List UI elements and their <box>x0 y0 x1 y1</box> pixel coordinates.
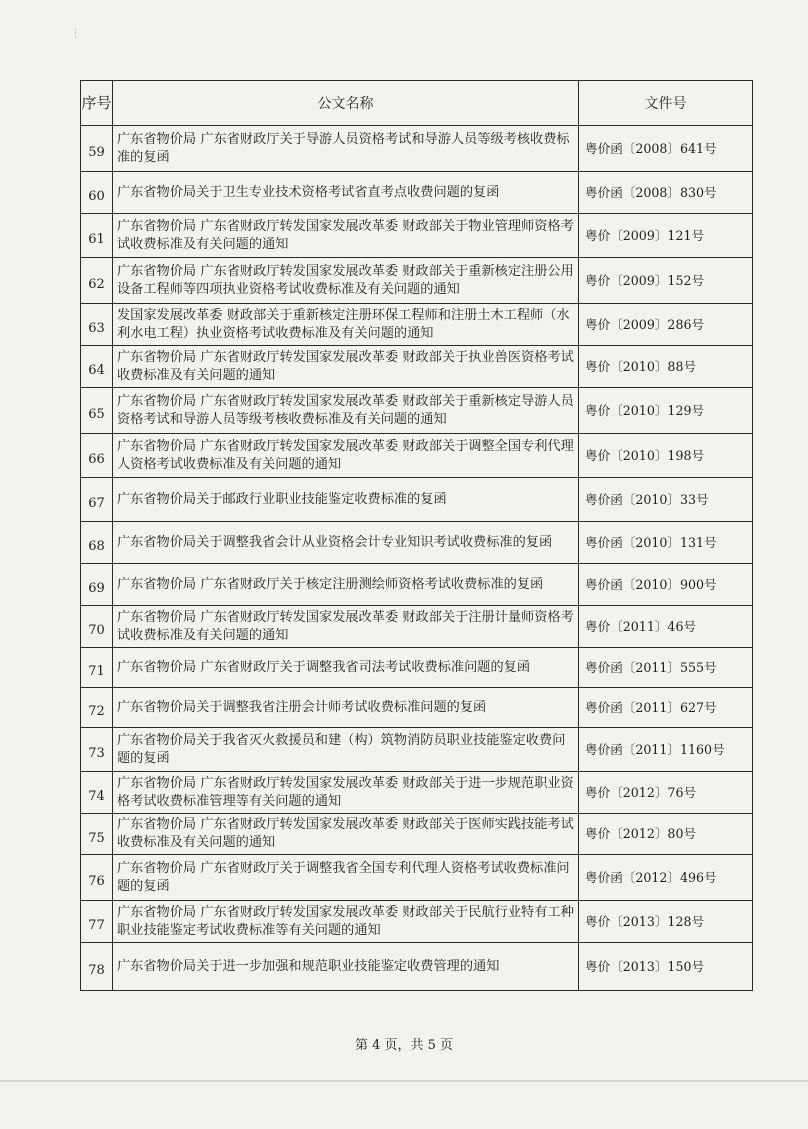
row-serial-number: 74 <box>81 772 113 814</box>
row-document-number: 粤价〔2012〕76号 <box>579 772 753 814</box>
row-serial-number: 73 <box>81 728 113 772</box>
table-row <box>81 434 753 478</box>
row-serial-number: 64 <box>81 346 113 388</box>
row-document-title: 广东省物价局 广东省财政厅转发国家发展改革委 财政部关于医师实践技能考试收费标准及有关问题的通知 <box>113 814 579 855</box>
row-document-title: 广东省物价局 广东省财政厅关于调整我省司法考试收费标准问题的复函 <box>113 648 579 688</box>
row-serial-number: 72 <box>81 688 113 728</box>
table-row <box>81 304 753 346</box>
table-row <box>81 772 753 814</box>
header-document-title: 公文名称 <box>113 81 579 126</box>
row-document-number: 粤价函〔2012〕496号 <box>579 855 753 901</box>
table-row <box>81 258 753 304</box>
row-document-title: 广东省物价局关于我省灭火救援员和建（构）筑物消防员职业技能鉴定收费问题的复函 <box>113 728 579 772</box>
row-serial-number: 67 <box>81 478 113 522</box>
row-document-title: 广东省物价局 广东省财政厅转发国家发展改革委 财政部关于进一步规范职业资格考试收费标准管理等有关问题的通知 <box>113 772 579 814</box>
table-row <box>81 346 753 388</box>
row-document-title: 广东省物价局 广东省财政厅关于调整我省全国专利代理人资格考试收费标准问题的复函 <box>113 855 579 901</box>
scan-edge-mark <box>75 28 76 38</box>
row-serial-number: 66 <box>81 434 113 478</box>
table-row <box>81 564 753 606</box>
table-row <box>81 855 753 901</box>
row-serial-number: 75 <box>81 814 113 855</box>
row-document-title: 广东省物价局关于调整我省会计从业资格会计专业知识考试收费标准的复函 <box>113 522 579 564</box>
row-document-title: 广东省物价局 广东省财政厅关于核定注册测绘师资格考试收费标准的复函 <box>113 564 579 606</box>
table-row <box>81 522 753 564</box>
row-document-number: 粤价〔2010〕198号 <box>579 434 753 478</box>
row-document-number: 粤价函〔2010〕131号 <box>579 522 753 564</box>
row-serial-number: 59 <box>81 126 113 172</box>
row-document-number: 粤价〔2009〕152号 <box>579 258 753 304</box>
row-document-title: 广东省物价局关于调整我省注册会计师考试收费标准问题的复函 <box>113 688 579 728</box>
row-serial-number: 63 <box>81 304 113 346</box>
row-document-title: 广东省物价局 广东省财政厅转发国家发展改革委 财政部关于注册计量师资格考试收费标准及有关问题的通知 <box>113 606 579 648</box>
table-row <box>81 728 753 772</box>
row-document-title: 广东省物价局 广东省财政厅转发国家发展改革委 财政部关于民航行业特有工种职业技能鉴定考试收费标准等有关问题的通知 <box>113 901 579 943</box>
row-serial-number: 68 <box>81 522 113 564</box>
row-serial-number: 61 <box>81 214 113 258</box>
row-document-title: 广东省物价局 广东省财政厅转发国家发展改革委 财政部关于重新核定注册公用设备工程师等四项执业资格考试收费标准及有关问题的通知 <box>113 258 579 304</box>
row-serial-number: 71 <box>81 648 113 688</box>
row-document-title: 广东省物价局 广东省财政厅转发国家发展改革委 财政部关于执业兽医资格考试收费标准及有关问题的通知 <box>113 346 579 388</box>
table-row <box>81 901 753 943</box>
row-serial-number: 65 <box>81 388 113 434</box>
scan-edge-mark <box>0 1080 808 1082</box>
table-row <box>81 478 753 522</box>
row-document-number: 粤价〔2013〕150号 <box>579 943 753 991</box>
row-serial-number: 70 <box>81 606 113 648</box>
row-document-number: 粤价函〔2010〕33号 <box>579 478 753 522</box>
row-document-title: 广东省物价局关于进一步加强和规范职业技能鉴定收费管理的通知 <box>113 943 579 991</box>
table-header-row <box>81 81 753 126</box>
row-document-number: 粤价〔2012〕80号 <box>579 814 753 855</box>
row-serial-number: 69 <box>81 564 113 606</box>
table-row <box>81 943 753 991</box>
row-document-number: 粤价〔2013〕128号 <box>579 901 753 943</box>
page-footer: 第 4 页，共 5 页 <box>354 1038 454 1053</box>
table-row <box>81 214 753 258</box>
table-row <box>81 688 753 728</box>
row-serial-number: 77 <box>81 901 113 943</box>
row-document-number: 粤价函〔2011〕1160号 <box>579 728 753 772</box>
row-document-title: 广东省物价局 广东省财政厅关于导游人员资格考试和导游人员等级考核收费标准的复函 <box>113 126 579 172</box>
table-row <box>81 814 753 855</box>
table-row <box>81 606 753 648</box>
row-document-number: 粤价〔2009〕286号 <box>579 304 753 346</box>
header-serial-number: 序号 <box>81 81 113 126</box>
row-document-number: 粤价函〔2010〕900号 <box>579 564 753 606</box>
row-document-title: 广东省物价局关于卫生专业技术资格考试省直考点收费问题的复函 <box>113 172 579 214</box>
table-row <box>81 172 753 214</box>
row-document-title: 广东省物价局 广东省财政厅转发国家发展改革委 财政部关于物业管理师资格考试收费标准及有关问题的通知 <box>113 214 579 258</box>
row-document-number: 粤价函〔2008〕641号 <box>579 126 753 172</box>
row-document-number: 粤价〔2010〕88号 <box>579 346 753 388</box>
row-document-title: 广东省物价局 广东省财政厅转发国家发展改革委 财政部关于调整全国专利代理人资格考试收费标准及有关问题的通知 <box>113 434 579 478</box>
table-row <box>81 126 753 172</box>
table-row <box>81 648 753 688</box>
row-document-number: 粤价〔2011〕46号 <box>579 606 753 648</box>
row-document-number: 粤价函〔2008〕830号 <box>579 172 753 214</box>
row-document-number: 粤价函〔2011〕627号 <box>579 688 753 728</box>
document-table <box>80 80 753 991</box>
row-document-title: 发国家发展改革委 财政部关于重新核定注册环保工程师和注册土木工程师（水利水电工程）执业资格考试收费标准及有关问题的通知 <box>113 304 579 346</box>
header-document-number: 文件号 <box>579 81 753 126</box>
row-document-number: 粤价〔2009〕121号 <box>579 214 753 258</box>
row-document-number: 粤价函〔2011〕555号 <box>579 648 753 688</box>
row-document-number: 粤价〔2010〕129号 <box>579 388 753 434</box>
row-serial-number: 78 <box>81 943 113 991</box>
row-document-title: 广东省物价局 广东省财政厅转发国家发展改革委 财政部关于重新核定导游人员资格考试和导游人员等级考核收费标准及有关问题的通知 <box>113 388 579 434</box>
row-serial-number: 60 <box>81 172 113 214</box>
row-serial-number: 76 <box>81 855 113 901</box>
table-row <box>81 388 753 434</box>
row-document-title: 广东省物价局关于邮政行业职业技能鉴定收费标准的复函 <box>113 478 579 522</box>
row-serial-number: 62 <box>81 258 113 304</box>
